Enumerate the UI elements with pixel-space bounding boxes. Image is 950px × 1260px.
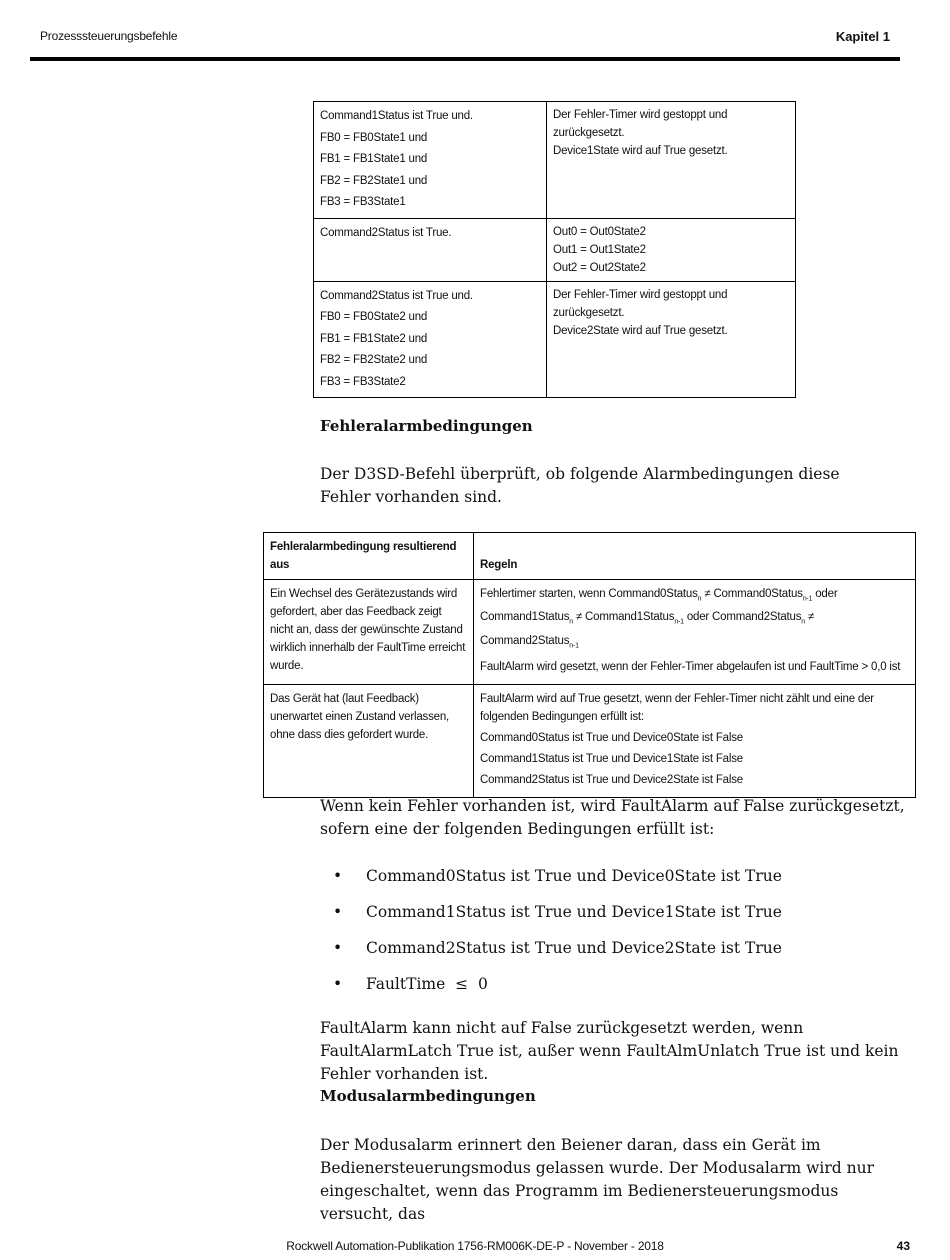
rule-fault-set: FaultAlarm wird gesetzt, wenn der Fehler-Timer abgelaufen ist und FaultTime > 0,0 ist	[480, 660, 901, 673]
cell-line: FB0 = FB0State2 und	[320, 311, 428, 323]
cell-line: Out1 = Out1State2	[553, 243, 646, 256]
table-row	[264, 580, 916, 685]
footer-publication: Rockwell Automation-Publikation 1756-RM006K-DE-P - November - 2018	[286, 1239, 664, 1253]
chapter-label: Kapitel 1	[835, 29, 890, 44]
rule-timer-start: Fehlertimer starten, wenn Command0Status$_n$ ≠ Command0Status$_{n-1}$ oder Command1Status$_n$ ≠ Command1Status$_{n-1}$ oder Command2Status$_n$ ≠ Command2Status$_{n-1}$	[480, 588, 838, 649]
state-transition-table	[313, 101, 796, 398]
cell-line: zurückgesetzt.	[553, 306, 625, 319]
list-item: • Command2Status ist True und Device2State ist True	[333, 934, 782, 970]
header-rule	[30, 57, 900, 61]
fault-alarm-intro: Der D3SD-Befehl überprüft, ob folgende Alarmbedingungen diese Fehler vorhanden sind.	[320, 465, 840, 506]
table-header-row	[264, 533, 916, 580]
table-cell-rules	[474, 684, 916, 797]
rule-line: FaultAlarm wird auf True gesetzt, wenn der Fehler-Timer nicht zählt und eine der folgenden Bedingungen erfüllt ist:	[480, 692, 874, 723]
latch-paragraph: FaultAlarm kann nicht auf False zurückgesetzt werden, wenn FaultAlarmLatch True ist, außer wenn FaultAlmUnlatch True ist und kein Fehler vorhanden ist.	[320, 1019, 899, 1083]
table-cell-condition: Das Gerät hat (laut Feedback) unerwartet einen Zustand verlassen, ohne dass dies gefordert wurde.	[264, 684, 474, 797]
cell-line: Out2 = Out2State2	[553, 261, 646, 274]
cell-line: FB0 = FB0State1 und	[320, 131, 428, 144]
column-header-rules: Regeln	[474, 533, 916, 580]
cell-line: FB3 = FB3State2	[320, 375, 406, 388]
cell-line: Command2Status ist True und.	[320, 289, 473, 302]
cell-line: Command2Status ist True.	[320, 226, 452, 239]
section-heading-mode-alarm: Modusalarmbedingungen	[320, 1087, 536, 1105]
section-heading-fault-alarm: Fehleralarmbedingungen	[320, 417, 533, 435]
cell-line: Out0 = Out0State2	[553, 225, 646, 238]
cell-line: FB1 = FB1State2 und	[320, 332, 428, 345]
list-item: • FaultTime ≤ 0	[333, 970, 782, 1006]
table-cell-condition	[314, 218, 547, 281]
bullet-icon: •	[333, 975, 343, 993]
table-cell-action	[547, 218, 796, 281]
table-cell-action	[547, 281, 796, 398]
cell-line: Der Fehler-Timer wird gestoppt und	[553, 109, 728, 121]
rule-line: Command2Status ist True und Device2State ist False	[480, 773, 743, 786]
cell-line: FB3 = FB3State1	[320, 196, 406, 208]
cell-line: Device1State wird auf True gesetzt.	[553, 145, 728, 157]
cell-line: Command1Status ist True und.	[320, 110, 473, 122]
page-number: 43	[896, 1239, 910, 1253]
table-cell-condition	[314, 281, 547, 398]
bullet-icon: •	[333, 903, 343, 921]
table-row	[314, 102, 796, 219]
table-cell-rules	[474, 580, 916, 685]
table-cell-condition: Ein Wechsel des Gerätezustands wird gefordert, aber das Feedback zeigt nicht an, dass der gewünschte Zustand wirklich innerhalb der FaultTime erreicht wurde.	[264, 580, 474, 685]
table-row	[264, 684, 916, 797]
cell-line: FB1 = FB1State1 und	[320, 153, 428, 165]
bullet-icon: •	[333, 939, 343, 957]
list-item: • Command1Status ist True und Device1State ist True	[333, 898, 782, 934]
table-cell-action	[547, 102, 796, 219]
mode-alarm-paragraph: Der Modusalarm erinnert den Beiener daran, dass ein Gerät im Bedienersteuerungsmodus gelassen wurde. Der Modusalarm wird nur eingeschaltet, wenn das Programm im Bedienersteuerungsmodus versucht, das	[320, 1136, 874, 1223]
table-cell-condition	[314, 102, 547, 219]
cell-line: zurückgesetzt.	[553, 127, 625, 139]
rule-line: Command1Status ist True und Device1State ist False	[480, 752, 743, 765]
list-item: • Command0Status ist True und Device0State ist True	[333, 862, 782, 898]
cell-line: Device2State wird auf True gesetzt.	[553, 324, 728, 337]
cell-line: Der Fehler-Timer wird gestoppt und	[553, 288, 728, 301]
reset-conditions-list	[333, 862, 782, 1006]
bullet-icon: •	[333, 867, 343, 885]
rule-line: Command0Status ist True und Device0State ist False	[480, 731, 743, 744]
table-row	[314, 218, 796, 281]
column-header-condition: Fehleralarmbedingung resultierend aus	[264, 533, 474, 580]
reset-paragraph: Wenn kein Fehler vorhanden ist, wird FaultAlarm auf False zurückgesetzt, sofern eine der folgenden Bedingungen erfüllt ist:	[320, 797, 905, 838]
cell-line: FB2 = FB2State2 und	[320, 354, 428, 366]
running-header-title: Prozesssteuerungsbefehle	[40, 29, 178, 43]
fault-alarm-table	[263, 532, 916, 798]
table-row	[314, 281, 796, 398]
cell-line: FB2 = FB2State1 und	[320, 174, 428, 187]
